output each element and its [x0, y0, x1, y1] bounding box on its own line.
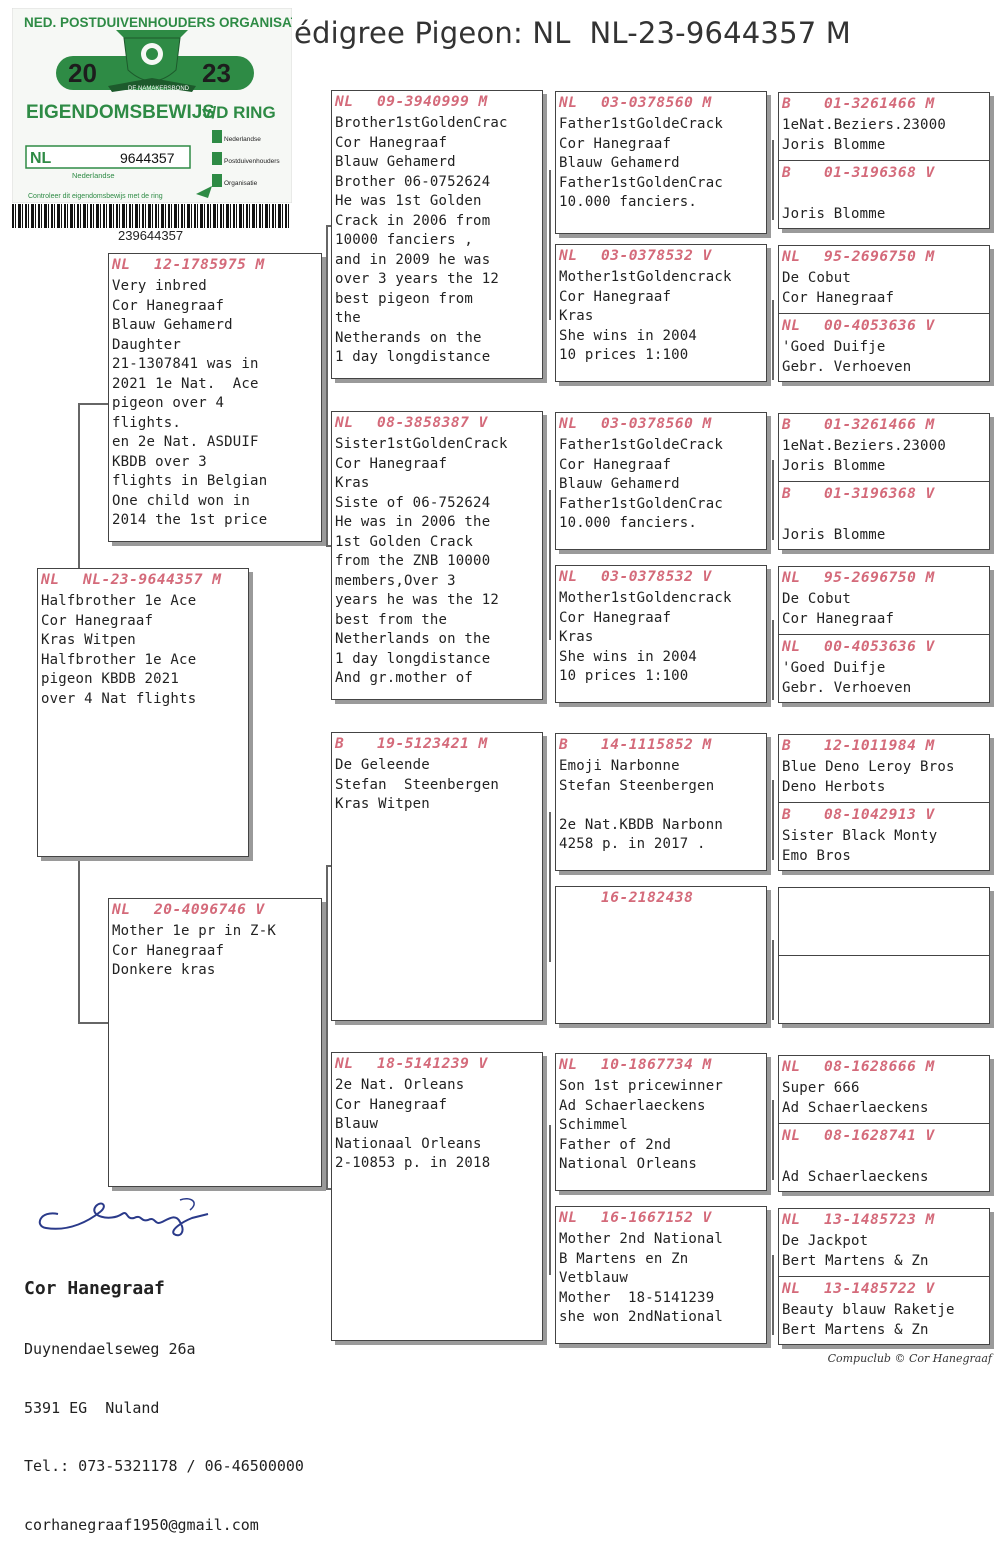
pigeon-half-g1b — [779, 162, 989, 228]
pigeon-half-g8a — [779, 1209, 989, 1276]
card-number: 9644357 — [120, 150, 175, 166]
info-line: And gr.mother of — [335, 670, 474, 686]
pigeon-info — [556, 268, 766, 366]
info-line: 10.000 fanciers. — [559, 194, 698, 210]
pigeon-box-mfm — [555, 886, 767, 1024]
pigeon-info — [779, 1232, 989, 1271]
pigeon-info — [556, 115, 766, 213]
info-line: De Cobut — [782, 591, 852, 607]
divider — [779, 802, 989, 803]
pigeon-box-fmf — [555, 412, 767, 550]
info-line — [559, 796, 766, 816]
pigeon-box-mm — [331, 1052, 543, 1341]
ring-number — [779, 888, 989, 911]
info-line: 10 prices 1:100 — [559, 347, 689, 363]
pigeon-box-mmf — [555, 1053, 767, 1191]
info-line: Sister Black Monty — [782, 828, 938, 844]
pigeon-box-fm — [331, 411, 543, 700]
pigeon-half-g4a — [779, 567, 989, 634]
info-line: 2e Nat.KBDB Narbonn — [559, 816, 723, 833]
info-line: He was in 2006 the — [335, 514, 491, 530]
info-line: Cor Hanegraaf — [782, 610, 895, 627]
pigeon-pair-box-3 — [778, 413, 990, 550]
card-country: NL — [30, 150, 52, 167]
owner-details — [24, 1238, 304, 1555]
card-organisation: NED. POSTDUIVENHOUDERS ORGANISATIE — [24, 15, 292, 30]
pigeon-info — [779, 1148, 989, 1187]
connector-line — [326, 225, 328, 545]
info-line: Father1stGoldeCrack — [559, 116, 723, 132]
pigeon-info — [779, 506, 989, 545]
ring-number: NL NL-23-9644357 M — [41, 572, 222, 588]
divider — [779, 1123, 989, 1124]
pigeon-half-g7b — [779, 1125, 989, 1191]
card-note: Controleer dit eigendomsbewijs met de ring — [28, 193, 163, 200]
info-line: Blue Deno Leroy Bros — [782, 759, 955, 775]
info-line: She wins in 2004 — [559, 327, 698, 344]
info-line: Joris Blomme — [782, 457, 886, 474]
owner-address2: 5391 EG Nuland — [24, 1398, 160, 1417]
info-line: Joris Blomme — [782, 526, 886, 543]
connector-line — [549, 1125, 551, 1275]
ring-number: NL 18-5141239 V — [335, 1056, 488, 1072]
pigeon-half-g7a — [779, 1056, 989, 1123]
info-line: 2-10853 p. in 2018 — [335, 1155, 491, 1171]
info-line: Cor Hanegraaf — [559, 456, 672, 473]
info-line: Cor Hanegraaf — [335, 1096, 448, 1113]
info-line — [782, 506, 989, 526]
info-line: Daughter — [112, 336, 182, 353]
owner-name: Cor Hanegraaf — [24, 1278, 165, 1299]
info-line: from the ZNB 10000 — [335, 553, 491, 569]
info-line: 4258 p. in 2017 . — [559, 836, 706, 852]
info-line: Donkere kras — [112, 962, 216, 978]
info-line: the — [335, 310, 361, 326]
divider — [779, 955, 989, 956]
info-line: Cor Hanegraaf — [559, 135, 672, 152]
info-line: Very inbred — [112, 278, 207, 294]
card-year-left: 20 — [68, 58, 97, 88]
info-line: and in 2009 he was — [335, 251, 491, 268]
pigeon-half-g8b — [779, 1278, 989, 1344]
pigeon-info — [38, 592, 248, 709]
connector-line — [549, 170, 551, 320]
info-line: Kras — [335, 475, 370, 491]
info-line: pigeon KBDB 2021 — [41, 671, 180, 687]
info-line: en 2e Nat. ASDUIF — [112, 434, 259, 450]
info-line: over 3 years the 12 — [335, 271, 499, 287]
connector-line — [772, 1255, 774, 1335]
ring-number: NL 03-0378560 M — [559, 95, 712, 111]
info-line: Mother 18-5141239 — [559, 1289, 715, 1306]
pigeon-box-father — [108, 253, 322, 542]
pigeon-box-mother — [108, 898, 322, 1187]
info-line: Father of 2nd — [559, 1136, 672, 1153]
pigeon-info — [556, 1230, 766, 1328]
ring-number: 16-2182438 — [601, 890, 694, 906]
card-country-name: Nederlandse — [72, 171, 115, 180]
info-line: Joris Blomme — [782, 205, 886, 222]
pigeon-half-g3a — [779, 414, 989, 481]
info-line: De Geleende — [335, 757, 430, 773]
info-line: Blauw Gehamerd — [559, 155, 680, 171]
connector-line — [772, 940, 774, 1020]
info-line: 'Goed Duifje — [782, 339, 886, 355]
pigeon-info — [779, 659, 989, 698]
info-line: Deno Herbots — [782, 778, 886, 795]
credit: Compuclub © Cor Hanegraaf — [827, 1352, 992, 1365]
pigeon-half-g5a — [779, 735, 989, 802]
info-line: 10 prices 1:100 — [559, 668, 689, 684]
ring-number: NL 03-0378532 V — [559, 248, 712, 264]
pigeon-info — [556, 436, 766, 534]
ring-number: NL 20-4096746 V — [112, 902, 265, 918]
info-line: KBDB over 3 — [112, 453, 207, 470]
pigeon-box-main — [37, 568, 249, 857]
info-line: Blauw — [335, 1116, 379, 1132]
pigeon-pair-box-4 — [778, 566, 990, 703]
info-line: She wins in 2004 — [559, 648, 698, 665]
ring-number: B 01-3196368 V — [782, 486, 935, 502]
ring-number: NL 08-1628666 M — [782, 1059, 935, 1075]
info-line: Crack in 2006 from — [335, 212, 491, 229]
barcode-number: 239644357 — [118, 228, 184, 243]
info-line: pigeon over 4 — [112, 395, 225, 411]
info-line: Cor Hanegraaf — [335, 134, 448, 151]
pigeon-half-g4b — [779, 636, 989, 702]
info-line: Kras Witpen — [335, 796, 430, 812]
pigeon-half-g6b — [779, 957, 989, 1023]
connector-line — [772, 780, 774, 860]
pigeon-info — [332, 756, 542, 815]
info-line: 'Goed Duifje — [782, 660, 886, 676]
info-line: best from the — [335, 611, 448, 628]
page-title: édigree Pigeon: NL NL-23-9644357 M — [294, 16, 852, 50]
info-line: she won 2ndNational — [559, 1309, 723, 1325]
card-org-n: Nederlandse — [224, 136, 261, 143]
info-line: Mother 2nd National — [559, 1231, 723, 1247]
owner-phone: Tel.: 073-5321178 / 06-46500000 — [24, 1457, 304, 1475]
info-line: Netherands on the — [335, 329, 482, 346]
info-line: Brother1stGoldenCrac — [335, 115, 508, 131]
info-line: 1st Golden Crack — [335, 533, 474, 550]
connector-line — [326, 865, 328, 1190]
ring-number: B 19-5123421 M — [335, 736, 488, 752]
info-line: Vetblauw — [559, 1270, 629, 1286]
connector-line — [772, 460, 774, 540]
info-line: Cor Hanegraaf — [112, 297, 225, 314]
ring-number: NL 08-3858387 V — [335, 415, 488, 431]
connector-line — [772, 140, 774, 220]
info-line: Kras — [559, 629, 594, 645]
info-line — [782, 185, 989, 205]
pigeon-box-fmm — [555, 565, 767, 703]
pigeon-info — [109, 922, 321, 981]
info-line: Bert Martens & Zn — [782, 1252, 929, 1269]
info-line: 1 day longdistance — [335, 650, 491, 667]
info-line: Ad Schaerlaeckens — [559, 1097, 706, 1114]
info-line: Super 666 — [782, 1080, 860, 1096]
pigeon-half-g2a — [779, 246, 989, 313]
info-line: Schimmel — [559, 1117, 629, 1133]
info-line: Sister1stGoldenCrack — [335, 436, 508, 452]
pigeon-info — [779, 758, 989, 797]
connector-line — [772, 1100, 774, 1180]
ring-number: B 14-1115852 M — [559, 737, 712, 753]
connector-line — [549, 490, 551, 640]
info-line: He was 1st Golden — [335, 193, 482, 209]
info-line: 2021 1e Nat. Ace — [112, 375, 259, 392]
pigeon-half-g3b — [779, 483, 989, 549]
pigeon-half-g1a — [779, 93, 989, 160]
info-line: Mother1stGoldencrack — [559, 590, 732, 606]
info-line: Stefan Steenbergen — [335, 776, 499, 793]
info-line: over 4 Nat flights — [41, 690, 197, 707]
info-line: Bert Martens & Zn — [782, 1321, 929, 1338]
pigeon-info — [332, 435, 542, 689]
info-line: De Jackpot — [782, 1233, 869, 1249]
info-line: Joris Blomme — [782, 136, 886, 153]
ring-number: NL 00-4053636 V — [782, 639, 935, 655]
card-year-right: 23 — [202, 58, 231, 88]
connector-line — [78, 1022, 110, 1024]
pigeon-box-fff — [555, 91, 767, 234]
ring-number: NL 03-0378532 V — [559, 569, 712, 585]
ring-number: NL 13-1485723 M — [782, 1212, 935, 1228]
connector-line — [78, 403, 110, 405]
info-line: Cor Hanegraaf — [41, 612, 154, 629]
ring-number: B 01-3261466 M — [782, 96, 935, 112]
ring-number: NL 95-2696750 M — [782, 249, 935, 265]
info-line: Netherlands on the — [335, 631, 491, 647]
divider — [779, 313, 989, 314]
info-line: 10000 fanciers , — [335, 232, 474, 248]
pigeon-info — [779, 269, 989, 308]
info-line: Halfbrother 1e Ace — [41, 651, 197, 668]
divider — [779, 160, 989, 161]
info-line: Mother 1e pr in Z-K — [112, 923, 276, 939]
info-line: flights. — [112, 414, 182, 431]
pigeon-pair-box-1 — [778, 92, 990, 229]
pigeon-box-mmm — [555, 1206, 767, 1344]
connector-line — [549, 812, 551, 962]
pigeon-info — [779, 437, 989, 476]
info-line: Brother 06-0752624 — [335, 173, 491, 190]
pigeon-info — [556, 589, 766, 687]
pigeon-info — [109, 277, 321, 531]
pigeon-half-g6a — [779, 888, 989, 955]
pigeon-info — [779, 827, 989, 866]
divider — [779, 634, 989, 635]
ring-number: NL 13-1485722 V — [782, 1281, 935, 1297]
card-heading-suffix: v/D RING — [202, 103, 276, 122]
ring-number: NL 16-1667152 V — [559, 1210, 712, 1226]
info-line: years he was the 12 — [335, 592, 499, 608]
info-line: best pigeon from — [335, 290, 474, 307]
info-line: Gebr. Verhoeven — [782, 679, 912, 696]
pigeon-info — [556, 1077, 766, 1175]
info-line: One child won in — [112, 492, 251, 509]
pigeon-box-ffm — [555, 244, 767, 382]
ring-number — [779, 957, 989, 980]
ring-number: NL 00-4053636 V — [782, 318, 935, 334]
info-line: Cor Hanegraaf — [782, 289, 895, 306]
info-line: 2014 the 1st price — [112, 512, 268, 528]
card-org-o: Organisatie — [224, 180, 258, 187]
info-line: De Cobut — [782, 270, 852, 286]
ring-number: B 01-3196368 V — [782, 165, 935, 181]
info-line: Emo Bros — [782, 847, 852, 864]
info-line: Ad Schaerlaeckens — [782, 1168, 929, 1185]
info-line: Halfbrother 1e Ace — [41, 593, 197, 609]
pigeon-info — [779, 1301, 989, 1340]
info-line: Kras Witpen — [41, 632, 136, 648]
pigeon-pair-box-5 — [778, 734, 990, 871]
barcode — [12, 204, 290, 228]
info-line: Gebr. Verhoeven — [782, 358, 912, 375]
info-line: Father1stGoldenCrac — [559, 495, 723, 512]
info-line: National Orleans — [559, 1156, 698, 1172]
info-line: Son 1st pricewinner — [559, 1078, 723, 1094]
ring-number: NL 03-0378560 M — [559, 416, 712, 432]
card-heading: EIGENDOMSBEWIJS — [26, 102, 215, 123]
info-line: Blauw Gehamerd — [335, 154, 456, 170]
info-line: Stefan Steenbergen — [559, 777, 715, 794]
divider — [779, 1276, 989, 1277]
info-line: Cor Hanegraaf — [335, 455, 448, 472]
owner-email: corhanegraaf1950@gmail.com — [24, 1515, 259, 1534]
info-line: Cor Hanegraaf — [112, 942, 225, 959]
info-line: Beauty blauw Raketje — [782, 1302, 955, 1318]
pigeon-pair-box-8 — [778, 1208, 990, 1345]
info-line — [782, 1148, 989, 1168]
pigeon-info — [779, 338, 989, 377]
info-line: 10.000 fanciers. — [559, 515, 698, 531]
pigeon-info — [779, 590, 989, 629]
info-line: 1eNat.Beziers.23000 — [782, 438, 946, 454]
pigeon-pair-box-6 — [778, 887, 990, 1024]
pigeon-info — [779, 185, 989, 224]
pigeon-box-ff — [331, 90, 543, 379]
info-line: Father1stGoldeCrack — [559, 437, 723, 453]
info-line: Kras — [559, 308, 594, 324]
ring-number: NL 12-1785975 M — [112, 257, 265, 273]
pigeon-box-mf — [331, 732, 543, 1021]
pigeon-info — [556, 757, 766, 855]
pigeon-half-g5b — [779, 804, 989, 870]
pigeon-info — [332, 1076, 542, 1174]
info-line: Cor Hanegraaf — [559, 609, 672, 626]
pigeon-info — [332, 114, 542, 368]
ring-number: NL 95-2696750 M — [782, 570, 935, 586]
info-line: Ad Schaerlaeckens — [782, 1099, 929, 1116]
card-org-p: Postduivenhouders — [224, 158, 280, 165]
info-line: Emoji Narbonne — [559, 758, 680, 774]
ring-number: B 01-3261466 M — [782, 417, 935, 433]
info-line: 21-1307841 was in — [112, 356, 259, 372]
info-line: Cor Hanegraaf — [559, 288, 672, 305]
ring-number: NL 08-1628741 V — [782, 1128, 935, 1144]
connector-line — [772, 620, 774, 700]
info-line: B Martens en Zn — [559, 1250, 689, 1267]
ownership-card — [12, 8, 292, 203]
pigeon-info — [779, 1079, 989, 1118]
owner-address1: Duynendaelseweg 26a — [24, 1340, 196, 1358]
connector-line — [772, 300, 774, 380]
info-line: Nationaal Orleans — [335, 1135, 482, 1152]
info-line: flights in Belgian — [112, 473, 268, 489]
info-line: 1 day longdistance — [335, 349, 491, 365]
info-line: 2e Nat. Orleans — [335, 1077, 465, 1093]
info-line: Mother1stGoldencrack — [559, 269, 732, 285]
divider — [779, 481, 989, 482]
card-crest-banner: DE NAMAKERSBOND — [128, 86, 190, 92]
info-line: members,Over 3 — [335, 572, 456, 589]
pigeon-box-mff — [555, 733, 767, 871]
ownership-card-graphic — [12, 8, 292, 203]
ring-number: B 08-1042913 V — [782, 807, 935, 823]
ring-number: NL 09-3940999 M — [335, 94, 488, 110]
pigeon-pair-box-7 — [778, 1055, 990, 1192]
ring-number: B 12-1011984 M — [782, 738, 935, 754]
pigeon-pair-box-2 — [778, 245, 990, 382]
info-line: Blauw Gehamerd — [559, 476, 680, 492]
info-line: Blauw Gehamerd — [112, 317, 233, 333]
pigeon-info — [779, 116, 989, 155]
ring-number: NL 10-1867734 M — [559, 1057, 712, 1073]
pigeon-half-g2b — [779, 315, 989, 381]
info-line: Father1stGoldenCrac — [559, 174, 723, 191]
info-line: Siste of 06-752624 — [335, 494, 491, 511]
info-line: 1eNat.Beziers.23000 — [782, 117, 946, 133]
